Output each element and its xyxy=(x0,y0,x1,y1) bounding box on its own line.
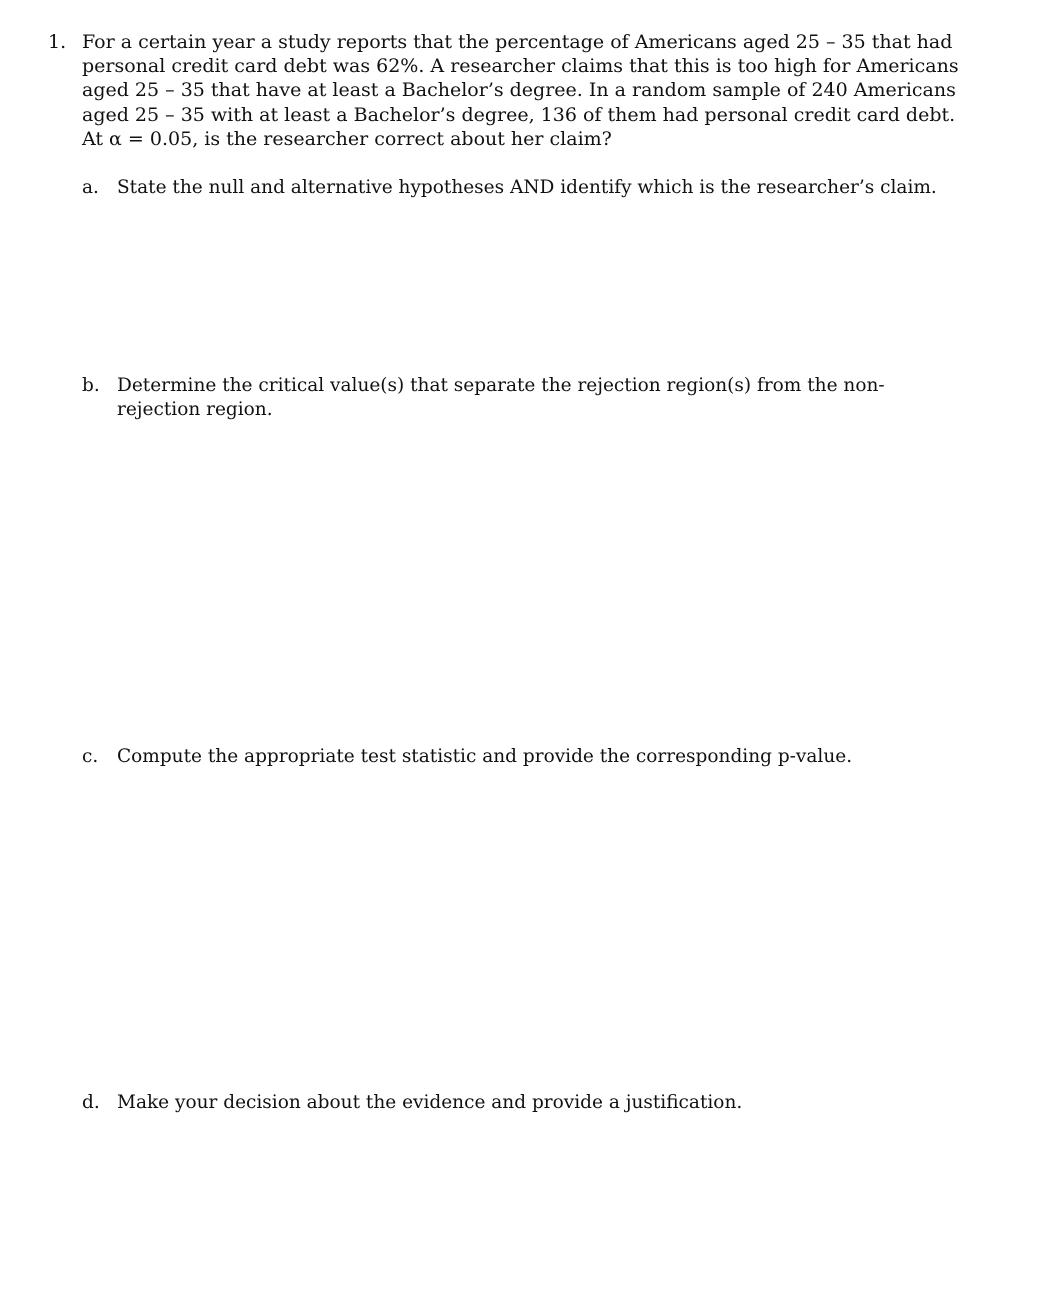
part-d-text: Make your decision about the evidence and provide a justification. xyxy=(117,1092,743,1113)
problem-statement: For a certain year a study reports that the percentage of Americans aged 25 – 35 that had personal credit card debt was 62%. A researcher claims that this is too high for Americans aged 25 – 35 that have at least a Bachelor’s degree. In a random sample of 240 Americans aged 25 – 35 with at least a Bachelor’s degree, 136 of them had personal credit card debt. At α = 0.05, is the researcher correct about her claim? xyxy=(82,31,959,150)
part-b-letter: b. xyxy=(82,375,100,396)
part-a-letter: a. xyxy=(82,177,99,198)
part-b-text: Determine the critical value(s) that separate the rejection region(s) from the non-rejection region. xyxy=(117,375,885,420)
part-d-letter: d. xyxy=(82,1092,100,1113)
part-c-letter: c. xyxy=(82,746,99,767)
problem-number: 1. xyxy=(48,31,67,53)
part-a-text: State the null and alternative hypotheses AND identify which is the researcher’s claim. xyxy=(117,177,937,198)
part-c-text: Compute the appropriate test statistic and provide the corresponding p-value. xyxy=(117,746,853,767)
